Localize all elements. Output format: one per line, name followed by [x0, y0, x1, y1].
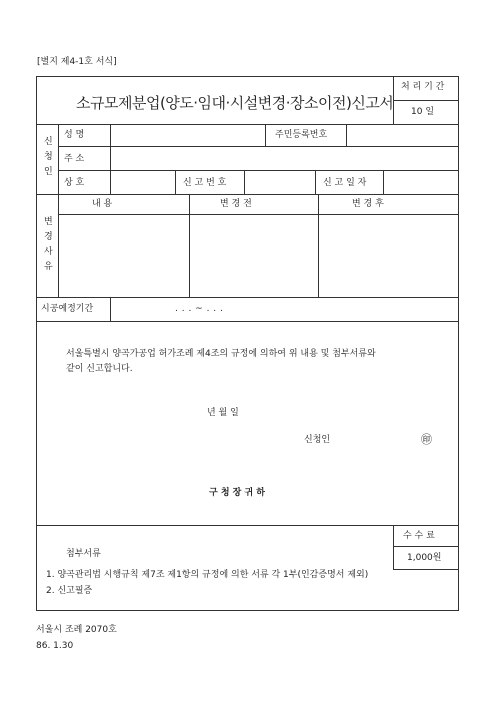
applicant-label-3: 인 — [44, 167, 53, 177]
applicant-row-2 — [58, 170, 459, 171]
processing-period-value: 10 일 — [411, 107, 435, 117]
statement-line-1: 서울특별시 양곡가공업 허가조례 제4조의 규정에 의하여 위 내용 및 첨부서류와 — [66, 349, 376, 359]
applicant-label-1: 신 — [44, 137, 53, 147]
attachments-title: 첨부서류 — [66, 549, 101, 559]
report-date-field[interactable] — [385, 172, 456, 192]
before-change-header: 변 경 전 — [220, 199, 252, 209]
address-field[interactable] — [112, 148, 456, 168]
name-label: 성 명 — [64, 130, 85, 140]
report-no-divider-right — [244, 170, 245, 194]
form-title: 소규모제분업(양도·임대·시설변경·장소이전)신고서 — [76, 94, 394, 112]
title-bottom-line — [36, 124, 459, 125]
attachment-item-1: 1. 양곡관리법 시행규칙 제7조 제1항의 규정에 의한 서류 각 1부(인감증명서 제외) — [46, 570, 369, 580]
construction-period-value[interactable]: . . . ~ . . . — [175, 304, 224, 314]
applicant-col-divider — [110, 124, 111, 194]
after-change-field[interactable] — [320, 216, 456, 295]
applicant-row-1 — [58, 146, 459, 147]
change-label-1: 변 — [44, 217, 53, 227]
construction-period-label: 시공예정기간 — [41, 304, 94, 314]
change-bottom — [36, 297, 459, 298]
resident-id-field[interactable] — [348, 126, 456, 145]
fee-divider-bottom — [393, 569, 459, 570]
change-content-field[interactable] — [60, 216, 187, 295]
statement-bottom — [36, 525, 459, 526]
change-col-1 — [189, 194, 190, 297]
content-header: 내 용 — [92, 199, 113, 209]
after-change-header: 변 경 후 — [352, 199, 384, 209]
id-divider-right — [346, 124, 347, 146]
applicant-bottom — [36, 194, 459, 195]
fee-value: 1,000원 — [407, 553, 442, 563]
change-label-4: 유 — [44, 262, 53, 272]
period-divider — [393, 100, 459, 101]
change-label-2: 경 — [44, 232, 53, 242]
report-number-label: 신 고 번 호 — [183, 178, 227, 188]
schedule-bottom — [36, 321, 459, 322]
form-border-bottom — [36, 610, 459, 611]
schedule-divider — [110, 297, 111, 321]
applicant-signature-label: 신청인 — [304, 435, 331, 445]
ordinance-note: 서울시 조례 2070호 — [36, 625, 117, 635]
report-date-divider-left — [315, 170, 316, 194]
before-change-field[interactable] — [191, 216, 316, 295]
name-field[interactable] — [112, 126, 264, 145]
form-border-right — [458, 76, 459, 611]
date-line: 년 월 일 — [207, 408, 239, 418]
id-divider-left — [265, 124, 266, 146]
change-col-2 — [318, 194, 319, 297]
processing-period-label: 처 리 기 간 — [401, 82, 445, 92]
statement-line-2: 같이 신고합니다. — [66, 364, 133, 374]
change-header-line — [58, 214, 459, 215]
trade-name-label: 상 호 — [64, 178, 85, 188]
fee-divider-left — [393, 525, 394, 570]
applicant-label-divider — [58, 124, 59, 194]
attachment-item-2: 2. 신고필증 — [46, 586, 93, 596]
applicant-label-2: 청 — [44, 152, 53, 162]
ordinance-date: 86. 1.30 — [36, 641, 74, 651]
report-date-divider-right — [383, 170, 384, 194]
form-code: [별지 제4-1호 서식] — [37, 57, 117, 67]
fee-label: 수 수 료 — [403, 531, 435, 541]
trade-name-field[interactable] — [112, 172, 174, 192]
change-label-divider — [58, 194, 59, 297]
change-label-3: 사 — [44, 247, 53, 257]
form-border-top — [36, 76, 459, 77]
address-label: 주 소 — [64, 154, 85, 164]
report-number-field[interactable] — [246, 172, 314, 192]
form-border-left — [36, 76, 37, 611]
fee-divider-mid — [393, 546, 459, 547]
report-date-label: 신 고 일 자 — [323, 178, 367, 188]
seal-icon: ㊞ — [421, 433, 432, 446]
resident-id-label: 주민등록번호 — [275, 130, 328, 140]
report-no-divider-left — [175, 170, 176, 194]
addressee: 구 청 장 귀 하 — [209, 488, 266, 498]
